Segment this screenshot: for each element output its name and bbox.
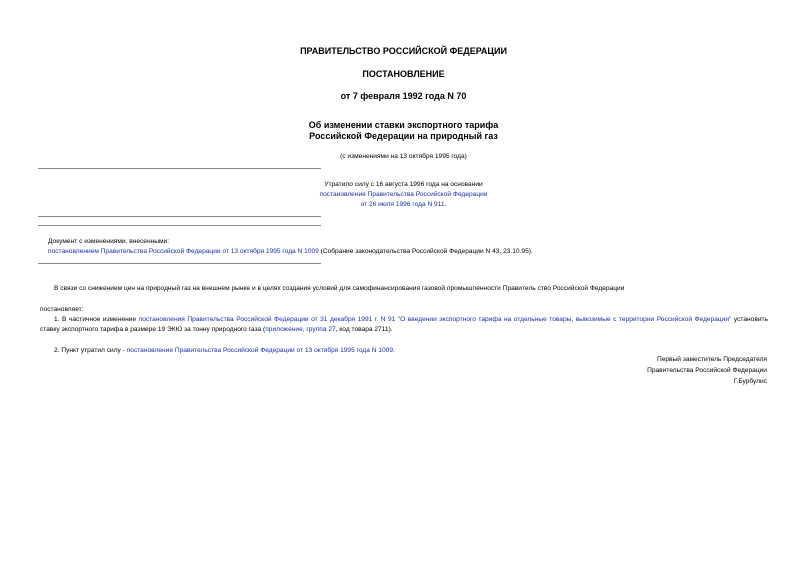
title-line-1: Об изменении ставки экспортного тарифа <box>308 120 499 130</box>
paragraph-1-mid: установить ставку экспортного тарифа в размере 19 ЭКЮ за тонну природного газа ( <box>40 316 768 333</box>
signatory-title-1: Первый заместитель Председателя <box>656 356 767 363</box>
signatory-title-2: Правительства Российской Федерации <box>647 367 767 374</box>
changes-link[interactable]: постановлением Правительства Российской Федерации от 13 октября 1995 года N 1009 <box>48 248 319 255</box>
status-link-line-2[interactable]: от 26 июля 1996 года N 911 <box>360 201 445 208</box>
preamble: В связи со снижением цен на природный газ на внешнем рынке и в целях создания условий для самофинансирования газовой промышленности Правитель ство Российской Федерации <box>54 285 625 292</box>
title-line-2: Российской Федерации на природный газ <box>309 131 498 141</box>
divider <box>38 216 321 217</box>
paragraph-2-link[interactable]: постановление Правительства Российской Федерации от 13 октября 1995 года N 1009 <box>126 347 393 354</box>
issuer-heading: ПРАВИТЕЛЬСТВО РОССИЙСКОЙ ФЕДЕРАЦИИ <box>300 46 507 56</box>
divider <box>38 225 321 226</box>
divider <box>38 263 321 264</box>
paragraph-1-appendix-link[interactable]: приложение, группа 27 <box>265 326 336 333</box>
signatory-name: Г.Бурбулис <box>733 378 767 385</box>
document-type: ПОСТАНОВЛЕНИЕ <box>362 69 445 79</box>
document-date-number: от 7 февраля 1992 года N 70 <box>340 91 467 101</box>
paragraph-1-link[interactable]: постановления Правительства Российской Федерации от 31 декабря 1991 г. N 91 "О введении экспортного тарифа на отдельные товары, вывозимые с территории Российской Федерации" <box>138 316 732 323</box>
changes-source: (Собрание законодательства Российской Федерации N 43, 23.10.95). <box>318 248 533 255</box>
amendment-note: (с изменениями на 13 октября 1995 года) <box>340 153 467 160</box>
paragraph-1-prefix: 1. В частичное изменение <box>54 316 139 323</box>
status-link-line-1[interactable]: постановления Правительства Российской Федерации <box>319 191 488 198</box>
changes-line <box>48 248 533 255</box>
changes-label: Документ с изменениями, внесенными: <box>48 238 170 245</box>
paragraph-2-prefix: 2. Пункт утратил силу - <box>54 347 127 354</box>
status-link-line-2-wrap <box>0 201 807 208</box>
paragraph-1-end: , код товара 2711). <box>335 326 393 333</box>
paragraph-2-end: . <box>392 347 395 354</box>
status-tail: . <box>444 201 447 208</box>
divider <box>38 168 321 169</box>
paragraph-1 <box>40 315 768 335</box>
paragraph-2 <box>54 347 395 354</box>
resolves-word: постановляет: <box>40 306 84 313</box>
status-line: Утратило силу с 16 августа 1996 года на основании <box>324 181 483 188</box>
